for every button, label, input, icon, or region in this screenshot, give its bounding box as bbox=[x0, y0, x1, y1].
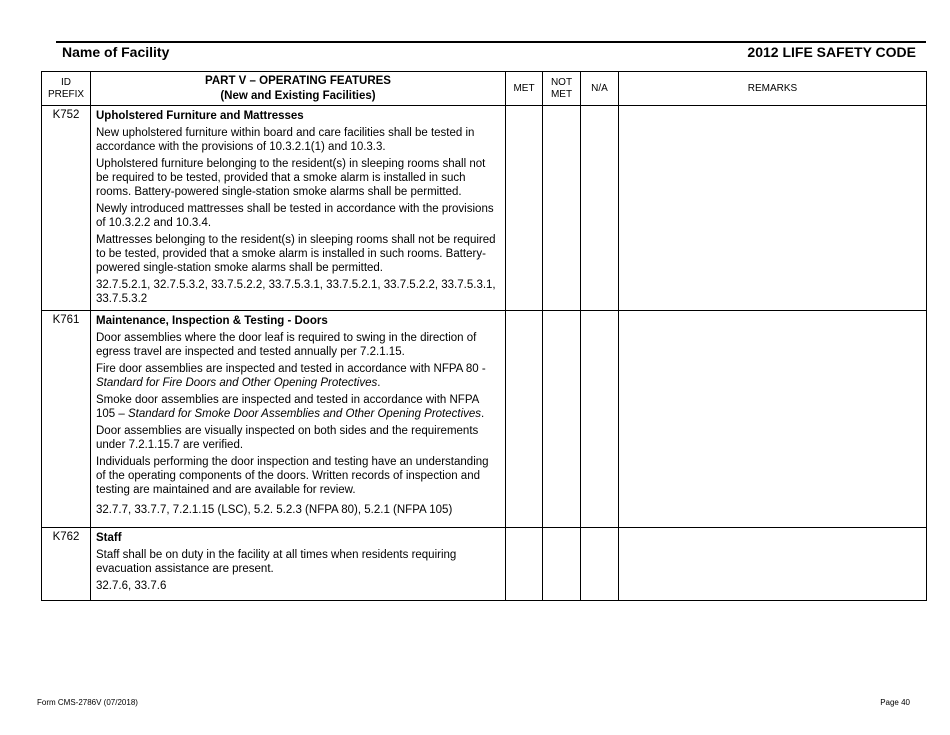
row-id: K762 bbox=[42, 528, 91, 601]
row-paragraph bbox=[96, 393, 499, 421]
met-cell[interactable] bbox=[506, 311, 543, 528]
header-rule bbox=[56, 41, 926, 43]
met-cell[interactable] bbox=[506, 528, 543, 601]
remarks-cell[interactable] bbox=[619, 106, 927, 311]
row-content bbox=[91, 528, 506, 601]
code-title: 2012 LIFE SAFETY CODE bbox=[747, 44, 916, 60]
na-cell[interactable] bbox=[581, 528, 619, 601]
form-id: Form CMS-2786V (07/2018) bbox=[37, 698, 138, 707]
table-row bbox=[42, 106, 927, 311]
not-met-cell[interactable] bbox=[543, 311, 581, 528]
facility-name-label: Name of Facility bbox=[62, 44, 170, 60]
standard-title: Standard for Fire Doors and Other Opening Protectives bbox=[96, 377, 378, 389]
row-paragraph: Mattresses belonging to the resident(s) in sleeping rooms shall not be required to be tested, provided that a smoke alarm is installed in such rooms. Battery-powered single-station smoke alarms shall be permitted. bbox=[96, 234, 496, 274]
na-cell[interactable] bbox=[581, 106, 619, 311]
row-title: Maintenance, Inspection & Testing - Doors bbox=[96, 315, 328, 327]
row-paragraph: Upholstered furniture belonging to the resident(s) in sleeping rooms shall not be required to be tested, provided that a smoke alarm is installed in such rooms. Battery-powered single-station smoke alarms shall be permitted. bbox=[96, 158, 486, 198]
text: Fire door assemblies are inspected and tested in accordance with NFPA 80 - bbox=[96, 363, 486, 375]
part-subtitle: (New and Existing Facilities) bbox=[220, 89, 376, 102]
remarks-cell[interactable] bbox=[619, 311, 927, 528]
met-header: MET bbox=[506, 72, 543, 106]
not-met-cell[interactable] bbox=[543, 106, 581, 311]
not-met-cell[interactable] bbox=[543, 528, 581, 601]
row-paragraph: Staff shall be on duty in the facility at all times when residents requiring evacuation assistance are present. bbox=[96, 549, 457, 575]
row-title: Upholstered Furniture and Mattresses bbox=[96, 110, 304, 122]
row-title: Staff bbox=[96, 532, 122, 544]
row-paragraph bbox=[96, 362, 499, 390]
row-paragraph: Door assemblies where the door leaf is required to swing in the direction of egress travel are inspected and tested annually per 7.2.1.15. bbox=[96, 332, 477, 358]
row-references: 32.7.7, 33.7.7, 7.2.1.15 (LSC), 5.2. 5.2.3 (NFPA 80), 5.2.1 (NFPA 105) bbox=[96, 504, 453, 516]
text: Smoke door assemblies are inspected and tested in accordance with NFPA 105 – bbox=[96, 394, 479, 420]
row-references: 32.7.6, 33.7.6 bbox=[96, 580, 167, 592]
met-cell[interactable] bbox=[506, 106, 543, 311]
id-prefix-header: ID PREFIX bbox=[42, 72, 91, 106]
part-title: PART V – OPERATING FEATURES bbox=[205, 74, 391, 87]
row-content bbox=[91, 311, 506, 528]
row-references: 32.7.5.2.1, 32.7.5.3.2, 33.7.5.2.2, 33.7.5.3.1, 33.7.5.2.1, 33.7.5.2.2, 33.7.5.3.1, 33.7.5.3.2 bbox=[96, 279, 496, 305]
part-header bbox=[91, 72, 506, 106]
page-number: Page 40 bbox=[880, 698, 910, 707]
standard-title: Standard for Smoke Door Assemblies and Other Opening Protectives bbox=[127, 408, 482, 420]
remarks-header: REMARKS bbox=[619, 72, 927, 106]
row-paragraph: Newly introduced mattresses shall be tested in accordance with the provisions of 10.3.2.2 and 10.3.4. bbox=[96, 203, 494, 229]
row-paragraph: Individuals performing the door inspection and testing have an understanding of the operating components of the doors. Written records of inspection and testing are maintained and are available for review. bbox=[96, 456, 489, 496]
row-id: K752 bbox=[42, 106, 91, 311]
text: . bbox=[481, 408, 485, 420]
inspection-table bbox=[41, 71, 927, 601]
row-paragraph: New upholstered furniture within board and care facilities shall be tested in accordance with the provisions of 10.3.2.1(1) and 10.3.3. bbox=[96, 127, 475, 153]
table-header-row bbox=[42, 72, 927, 106]
na-cell[interactable] bbox=[581, 311, 619, 528]
not-met-header: NOT MET bbox=[543, 72, 581, 106]
remarks-cell[interactable] bbox=[619, 528, 927, 601]
table-row bbox=[42, 528, 927, 601]
text: . bbox=[377, 377, 381, 389]
row-content bbox=[91, 106, 506, 311]
row-id: K761 bbox=[42, 311, 91, 528]
na-header: N/A bbox=[581, 72, 619, 106]
table-row bbox=[42, 311, 927, 528]
row-paragraph: Door assemblies are visually inspected on both sides and the requirements under 7.2.1.15.7 are verified. bbox=[96, 425, 479, 451]
